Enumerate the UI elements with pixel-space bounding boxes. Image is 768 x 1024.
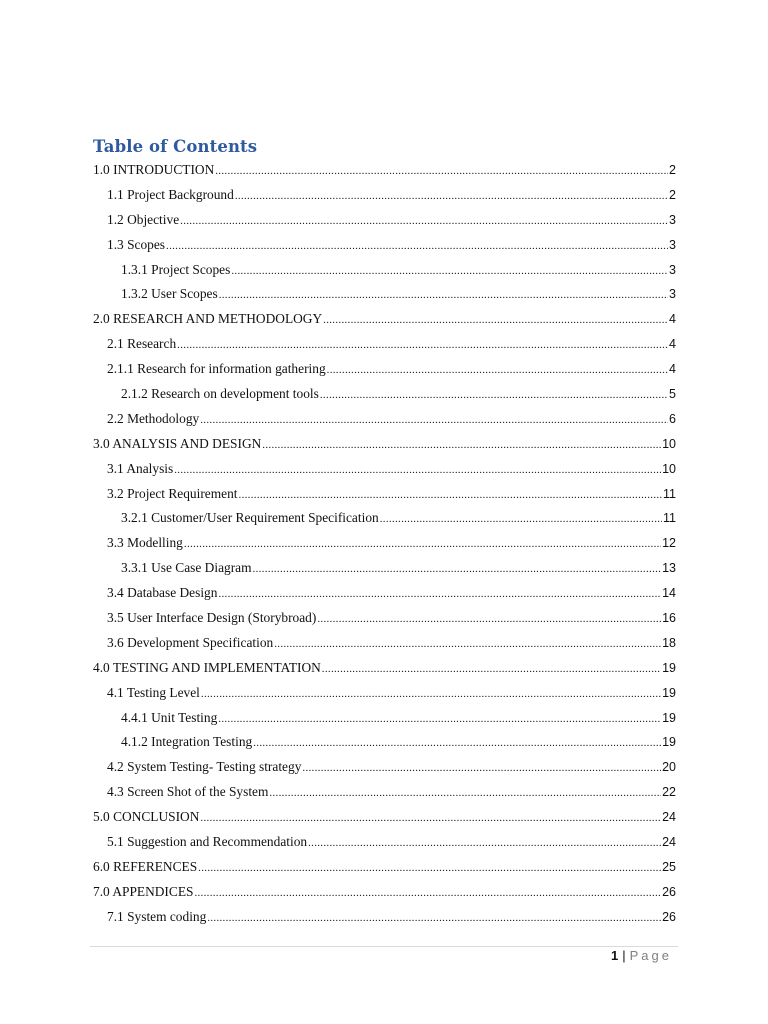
toc-dot-leader [322, 657, 661, 682]
toc-dot-leader [269, 781, 661, 806]
toc-dot-leader [207, 906, 661, 931]
toc-entry-text: 3.1 Analysis [107, 460, 174, 476]
toc-dot-leader [320, 383, 668, 408]
toc-page-number: 3 [669, 237, 676, 252]
toc-entry[interactable] [93, 282, 676, 307]
toc-page-number: 3 [669, 212, 676, 227]
toc-page-number: 16 [662, 611, 676, 626]
toc-dot-leader [239, 483, 662, 508]
toc-page-number: 24 [662, 810, 676, 825]
toc-page-number: 13 [662, 561, 676, 576]
toc-entry[interactable] [93, 780, 676, 805]
toc-entry[interactable] [93, 506, 676, 531]
toc-list [93, 158, 676, 930]
toc-entry[interactable] [93, 432, 676, 457]
toc-page-number: 19 [662, 735, 676, 750]
toc-entry[interactable] [93, 606, 676, 631]
toc-page-number: 26 [662, 909, 676, 924]
toc-page-number: 5 [669, 387, 676, 402]
footer-divider [90, 946, 678, 947]
toc-entry-text: 5.0 CONCLUSION [93, 809, 200, 825]
toc-dot-leader [323, 308, 668, 333]
toc-dot-leader [180, 209, 668, 234]
toc-page-number: 24 [662, 835, 676, 850]
toc-dot-leader [253, 557, 662, 582]
toc-entry[interactable] [93, 905, 676, 930]
toc-entry[interactable] [93, 357, 676, 382]
toc-entry-text: 2.1 Research [107, 336, 177, 352]
toc-entry-text: 3.3 Modelling [107, 535, 183, 551]
toc-page-number: 10 [662, 461, 676, 476]
toc-entry[interactable] [93, 855, 676, 880]
toc-entry[interactable] [93, 332, 676, 357]
toc-entry-text: 3.2 Project Requirement [107, 485, 238, 501]
toc-page-number: 14 [662, 586, 676, 601]
toc-page-number: 25 [662, 859, 676, 874]
toc-dot-leader [308, 831, 661, 856]
toc-page-number: 3 [669, 287, 676, 302]
footer-separator: | [622, 948, 626, 963]
toc-page-number: 22 [662, 785, 676, 800]
toc-page-number: 18 [662, 635, 676, 650]
toc-entry-text: 4.3 Screen Shot of the System [107, 784, 269, 800]
toc-entry[interactable] [93, 880, 676, 905]
toc-entry[interactable] [93, 183, 676, 208]
toc-entry[interactable] [93, 482, 676, 507]
toc-entry-text: 4.1 Testing Level [107, 684, 200, 700]
toc-entry-text: 4.1.2 Integration Testing [121, 734, 253, 750]
toc-page-number: 11 [663, 486, 676, 501]
toc-entry-text: 2.1.2 Research on development tools [121, 386, 319, 402]
toc-dot-leader [200, 408, 668, 433]
footer-page-label: Page [629, 948, 672, 963]
toc-page-number: 3 [669, 262, 676, 277]
toc-page-number: 2 [669, 163, 676, 177]
toc-dot-leader [215, 159, 668, 184]
toc-entry-text: 1.2 Objective [107, 211, 180, 227]
toc-dot-leader [174, 458, 661, 483]
toc-page-number: 26 [662, 884, 676, 899]
toc-page-number: 4 [669, 312, 676, 327]
toc-page-number: 12 [662, 536, 676, 551]
toc-entry-text: 1.3.1 Project Scopes [121, 261, 231, 277]
toc-dot-leader [200, 806, 661, 831]
toc-dot-leader [218, 582, 661, 607]
toc-entry[interactable] [93, 407, 676, 432]
toc-entry-text: 3.2.1 Customer/User Requirement Specification [121, 510, 379, 526]
toc-dot-leader [380, 507, 662, 532]
toc-entry-text: 1.0 INTRODUCTION [93, 162, 215, 177]
toc-entry-text: 3.0 ANALYSIS AND DESIGN [93, 435, 262, 451]
toc-entry[interactable] [93, 382, 676, 407]
toc-entry[interactable] [93, 706, 676, 731]
toc-page-number: 4 [669, 362, 676, 377]
toc-page-number: 4 [669, 337, 676, 352]
toc-entry-text: 7.0 APPENDICES [93, 883, 194, 899]
toc-dot-leader [302, 756, 661, 781]
toc-entry[interactable] [93, 730, 676, 755]
toc-entry[interactable] [93, 681, 676, 706]
toc-entry-text: 1.3.2 User Scopes [121, 286, 218, 302]
toc-entry[interactable] [93, 656, 676, 681]
toc-entry[interactable] [93, 208, 676, 233]
toc-page-number: 11 [663, 511, 676, 526]
toc-entry-text: 4.2 System Testing- Testing strategy [107, 759, 302, 775]
toc-dot-leader [235, 184, 668, 209]
toc-dot-leader [194, 881, 661, 906]
toc-entry[interactable] [93, 805, 676, 830]
toc-entry[interactable] [93, 581, 676, 606]
toc-entry[interactable] [93, 258, 676, 283]
toc-dot-leader [201, 682, 661, 707]
toc-entry[interactable] [93, 556, 676, 581]
toc-entry-text: 7.1 System coding [107, 908, 207, 924]
toc-entry[interactable] [93, 755, 676, 780]
toc-dot-leader [253, 731, 661, 756]
toc-page-number: 19 [662, 660, 676, 675]
toc-entry-text: 6.0 REFERENCES [93, 858, 198, 874]
toc-dot-leader [184, 532, 661, 557]
toc-entry-text: 3.5 User Interface Design (Storybroad) [107, 610, 317, 626]
toc-page-number: 2 [669, 187, 676, 202]
toc-entry-text: 1.3 Scopes [107, 236, 166, 252]
page-footer [611, 947, 672, 965]
toc-entry-text: 2.1.1 Research for information gathering [107, 361, 326, 377]
toc-entry-text: 1.1 Project Background [107, 186, 234, 202]
toc-entry-text: 2.2 Methodology [107, 410, 200, 426]
toc-entry[interactable] [93, 531, 676, 556]
toc-entry[interactable] [93, 631, 676, 656]
toc-entry[interactable] [93, 233, 676, 258]
toc-dot-leader [219, 283, 668, 308]
toc-entry-text: 5.1 Suggestion and Recommendation [107, 834, 308, 850]
toc-page-number: 19 [662, 710, 676, 725]
toc-page-number: 19 [662, 685, 676, 700]
toc-dot-leader [231, 259, 668, 284]
toc-dot-leader [317, 607, 661, 632]
toc-title: Table of Contents [93, 137, 258, 156]
toc-dot-leader [327, 358, 668, 383]
toc-entry[interactable] [93, 307, 676, 332]
toc-entry[interactable] [93, 457, 676, 482]
toc-page-number: 10 [662, 436, 676, 451]
toc-entry-text: 4.4.1 Unit Testing [121, 709, 218, 725]
toc-entry[interactable] [93, 158, 676, 183]
toc-entry-text: 3.4 Database Design [107, 585, 218, 601]
toc-dot-leader [274, 632, 661, 657]
toc-dot-leader [218, 707, 661, 732]
toc-page-number: 6 [669, 411, 676, 426]
toc-entry-text: 3.6 Development Specification [107, 634, 274, 650]
toc-entry-text: 3.3.1 Use Case Diagram [121, 560, 252, 576]
footer-page-number: 1 [611, 948, 619, 963]
toc-entry-text: 4.0 TESTING AND IMPLEMENTATION [93, 659, 321, 675]
toc-dot-leader [262, 433, 661, 458]
toc-entry-text: 2.0 RESEARCH AND METHODOLOGY [93, 311, 323, 327]
toc-dot-leader [177, 333, 668, 358]
toc-dot-leader [198, 856, 661, 881]
toc-entry[interactable] [93, 830, 676, 855]
toc-page-number: 20 [662, 760, 676, 775]
toc-dot-leader [166, 234, 668, 259]
